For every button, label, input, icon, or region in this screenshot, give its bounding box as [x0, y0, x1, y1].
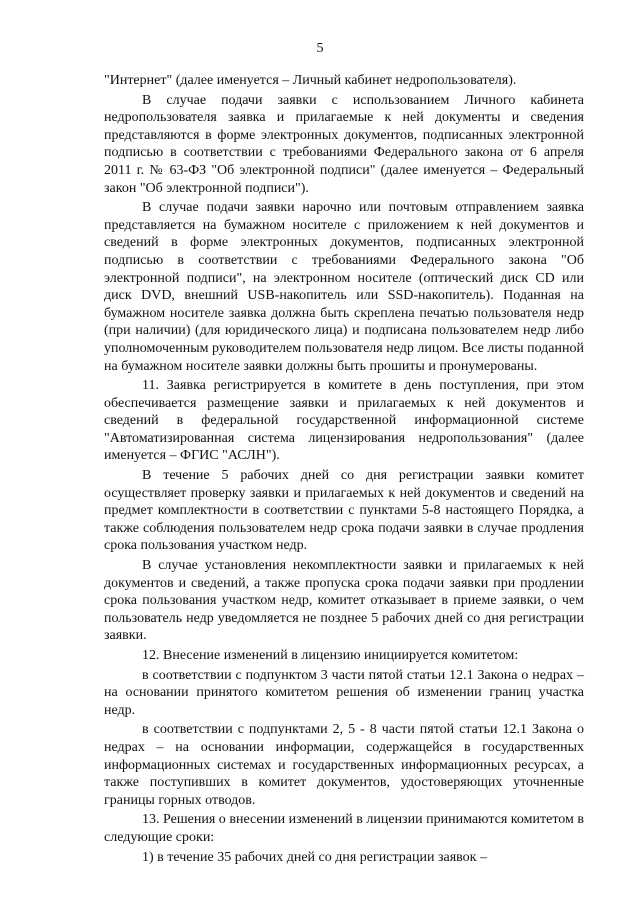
paragraph: в соответствии с подпунктами 2, 5 - 8 части пятой статьи 12.1 Закона о недрах – на основании информации, содержащейся в государственных информационных системах и государственных информационных ресурсах, а также поступивших в комитет документов, удостоверяющих уточненные границы горных отводов. — [104, 722, 584, 808]
paragraph: 13. Решения о внесении изменений в лицензии принимаются комитетом в следующие сроки: — [104, 812, 584, 845]
paragraph: В течение 5 рабочих дней со дня регистрации заявки комитет осуществляет проверку заявки и прилагаемых к ней документов и сведений на предмет комплектности в соответствии с пунктами 5-8 настоящего Порядка, а также соблюдения пользователем недр срока подачи заявки в случае продления срока пользования участком недр. — [104, 468, 584, 554]
paragraph: В случае подачи заявки нарочно или почтовым отправлением заявка представляется на бумажном носителе с приложением к ней документов и сведений в форме электронных документов, подписанных электронной подписью в соответствии с требованиями Федерального закона "Об электронной подписи", на электронном носителе (оптический диск CD или диск DVD, внешний USB-накопитель или SSD-накопитель). Поданная на бумажном носителе заявка должна быть скреплена печатью пользователя недр (при наличии) (для юридического лица) и подписана пользователем недр либо уполномоченным руководителем пользователя недр лицом. Все листы поданной на бумажном носителе заявки должны быть прошиты и пронумерованы. — [104, 200, 584, 374]
paragraph: В случае установления некомплектности заявки и прилагаемых к ней документов и сведений, а также пропуска срока подачи заявки при продлении срока пользования участком недр, комитет отказывает в приеме заявки, о чем пользователь недр уведомляется не позднее 5 рабочих дней со дня регистрации заявки. — [104, 558, 584, 644]
paragraph: В случае подачи заявки с использованием Личного кабинета недропользователя заявка и прилагаемые к ней документы и сведения представляются в форме электронных документов, подписанных электронной подписью в соответствии с требованиями Федерального закона от 6 апреля 2011 г. № 63-ФЗ "Об электронной подписи" (далее именуется – Федеральный закон "Об электронной подписи"). — [104, 92, 584, 196]
paragraph: в соответствии с подпунктом 3 части пятой статьи 12.1 Закона о недрах – на основании принятого комитетом решения об изменении границ участка недр. — [104, 667, 584, 718]
document-body — [104, 72, 584, 866]
paragraph: 12. Внесение изменений в лицензию инициируется комитетом: — [142, 648, 519, 663]
paragraph: "Интернет" (далее именуется – Личный кабинет недропользователя). — [104, 73, 517, 88]
paragraph: 1) в течение 35 рабочих дней со дня регистрации заявок – — [142, 849, 487, 865]
page-number: 5 — [316, 41, 324, 56]
paragraph: 11. Заявка регистрируется в комитете в день поступления, при этом обеспечивается размещение заявки и прилагаемых к ней документов и сведений в федеральной государственной информационной системе "Автоматизированная система лицензирования недропользования" (далее именуется – ФГИС "АСЛН"). — [104, 378, 584, 464]
